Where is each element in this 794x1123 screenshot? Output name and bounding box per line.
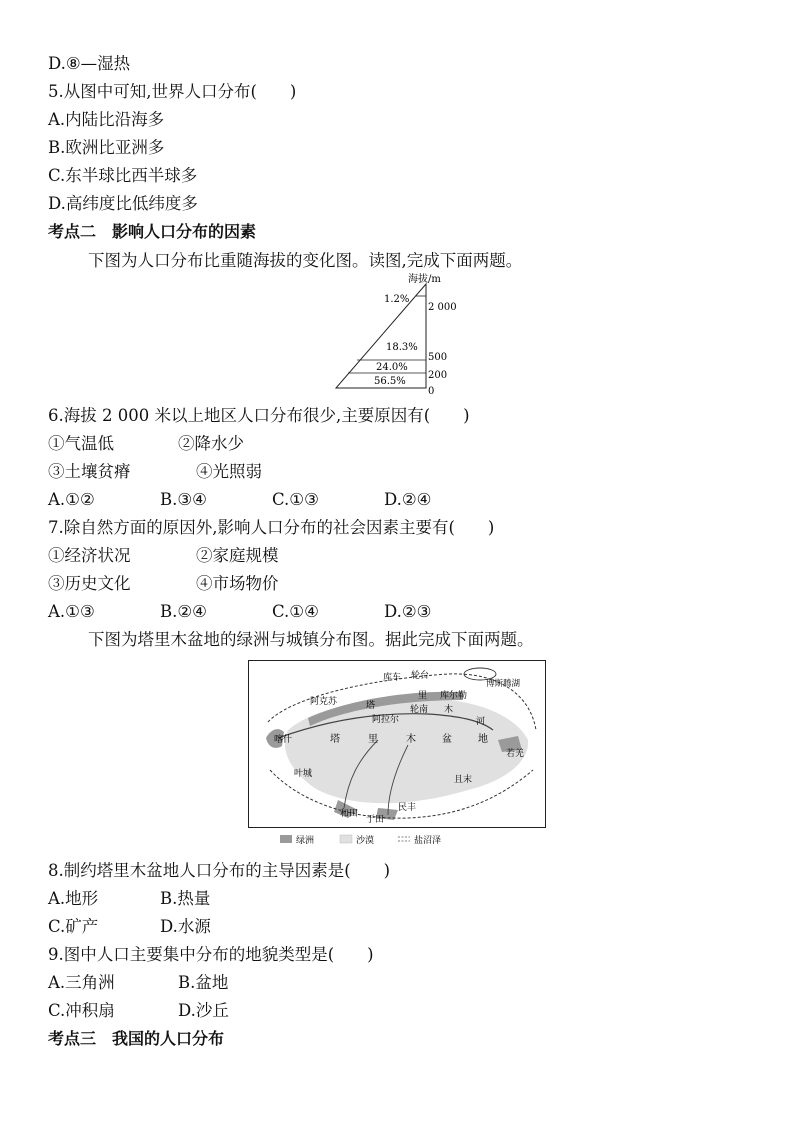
q8-stem: 8.制约塔里木盆地人口分布的主导因素是( ) bbox=[48, 861, 391, 880]
tick-500: 500 bbox=[428, 352, 448, 363]
q6-choice-1: ①气温低 bbox=[48, 434, 114, 453]
place-korla: 库尔勒 bbox=[440, 691, 468, 701]
q8-option-d: D.水源 bbox=[160, 917, 211, 936]
q9-option-c: C.冲积扇 bbox=[48, 1001, 115, 1020]
q7-option-b: B.②④ bbox=[160, 602, 207, 621]
q9-option-b: B.盆地 bbox=[178, 973, 229, 992]
legend-oasis: 绿洲 bbox=[296, 836, 315, 846]
tick-200: 200 bbox=[428, 370, 448, 381]
q6-choice-4: ④光照弱 bbox=[196, 462, 262, 481]
place-qiemo: 且末 bbox=[454, 775, 473, 785]
place-lunnan: 轮南 bbox=[410, 705, 429, 715]
place-hotan: 和田 bbox=[340, 809, 359, 819]
q4-option-d: D.⑧—湿热 bbox=[48, 54, 131, 73]
altitude-population-figure bbox=[330, 272, 470, 400]
share-1: 1.2% bbox=[384, 294, 410, 305]
place-ruoqiang: 若羌 bbox=[506, 749, 525, 759]
place-luntai: 轮台 bbox=[411, 671, 430, 681]
share-4: 56.5% bbox=[374, 376, 406, 387]
q9-option-d: D.沙丘 bbox=[178, 1001, 229, 1020]
q7-choice-3: ③历史文化 bbox=[48, 574, 131, 593]
place-minfeng: 民丰 bbox=[398, 803, 417, 813]
legend-salt-marsh: 盐沼泽 bbox=[414, 836, 442, 846]
q6-option-b: B.③④ bbox=[160, 490, 207, 509]
river-char-mu: 木 bbox=[444, 705, 454, 715]
q6-choice-3: ③土壤贫瘠 bbox=[48, 462, 131, 481]
q5-stem: 5.从图中可知,世界人口分布( ) bbox=[48, 82, 297, 101]
q5-option-a: A.内陆比沿海多 bbox=[48, 110, 165, 129]
basin-char-pen: 盆 bbox=[442, 734, 452, 745]
q7-option-a: A.①③ bbox=[48, 602, 95, 621]
share-2: 18.3% bbox=[386, 342, 418, 353]
section-2-heading: 考点二 影响人口分布的因素 bbox=[48, 222, 257, 241]
legend-desert-swatch bbox=[340, 835, 352, 843]
basin-char-li: 里 bbox=[368, 734, 378, 745]
place-bosten-lake: 博斯腾湖 bbox=[486, 679, 521, 689]
place-alar: 阿拉尔 bbox=[372, 715, 400, 725]
q7-option-c: C.①④ bbox=[272, 602, 319, 621]
place-yutian: 于田 bbox=[366, 815, 385, 825]
share-3: 24.0% bbox=[376, 362, 408, 373]
q5-option-c: C.东半球比西半球多 bbox=[48, 166, 198, 185]
q9-stem: 9.图中人口主要集中分布的地貌类型是( ) bbox=[48, 945, 374, 964]
intro-altitude: 下图为人口分布比重随海拔的变化图。读图,完成下面两题。 bbox=[88, 251, 523, 270]
intro-map: 下图为塔里木盆地的绿洲与城镇分布图。据此完成下面两题。 bbox=[88, 630, 534, 649]
basin-char-ta: 塔 bbox=[330, 734, 340, 745]
q7-stem: 7.除自然方面的原因外,影响人口分布的社会因素主要有( ) bbox=[48, 518, 495, 537]
q8-option-a: A.地形 bbox=[48, 889, 99, 908]
q6-option-a: A.①② bbox=[48, 490, 95, 509]
river-char-ta: 塔 bbox=[366, 701, 376, 711]
legend-desert: 沙漠 bbox=[356, 836, 375, 846]
place-kuche: 库车 bbox=[383, 673, 402, 683]
basin-char-di: 地 bbox=[478, 734, 488, 745]
river-char-he: 河 bbox=[476, 717, 486, 727]
q5-option-d: D.高纬度比低纬度多 bbox=[48, 194, 198, 213]
altitude-axis-label: 海拔/m bbox=[408, 274, 441, 285]
place-aksu: 阿克苏 bbox=[310, 697, 338, 707]
q7-option-d: D.②③ bbox=[384, 602, 432, 621]
basin-char-mu: 木 bbox=[406, 734, 416, 745]
q7-choice-2: ②家庭规模 bbox=[196, 546, 279, 565]
q6-choice-2: ②降水少 bbox=[178, 434, 244, 453]
q5-option-b: B.欧洲比亚洲多 bbox=[48, 138, 165, 157]
tick-2000: 2 000 bbox=[428, 302, 457, 313]
q6-option-d: D.②④ bbox=[384, 490, 432, 509]
section-3-heading: 考点三 我国的人口分布 bbox=[48, 1029, 225, 1048]
q9-option-a: A.三角洲 bbox=[48, 973, 115, 992]
place-kashgar: 喀什 bbox=[274, 735, 293, 745]
river-char-li: 里 bbox=[418, 691, 428, 701]
q7-choice-1: ①经济状况 bbox=[48, 546, 131, 565]
tarim-basin-map bbox=[248, 660, 546, 848]
q6-option-c: C.①③ bbox=[272, 490, 319, 509]
tick-0: 0 bbox=[428, 386, 435, 397]
q8-option-b: B.热量 bbox=[160, 889, 211, 908]
q8-option-c: C.矿产 bbox=[48, 917, 99, 936]
legend-oasis-swatch bbox=[280, 835, 292, 843]
q7-choice-4: ④市场物价 bbox=[196, 574, 279, 593]
q6-stem: 6.海拔 2 000 米以上地区人口分布很少,主要原因有( ) bbox=[48, 406, 470, 425]
place-yecheng: 叶城 bbox=[294, 769, 313, 779]
